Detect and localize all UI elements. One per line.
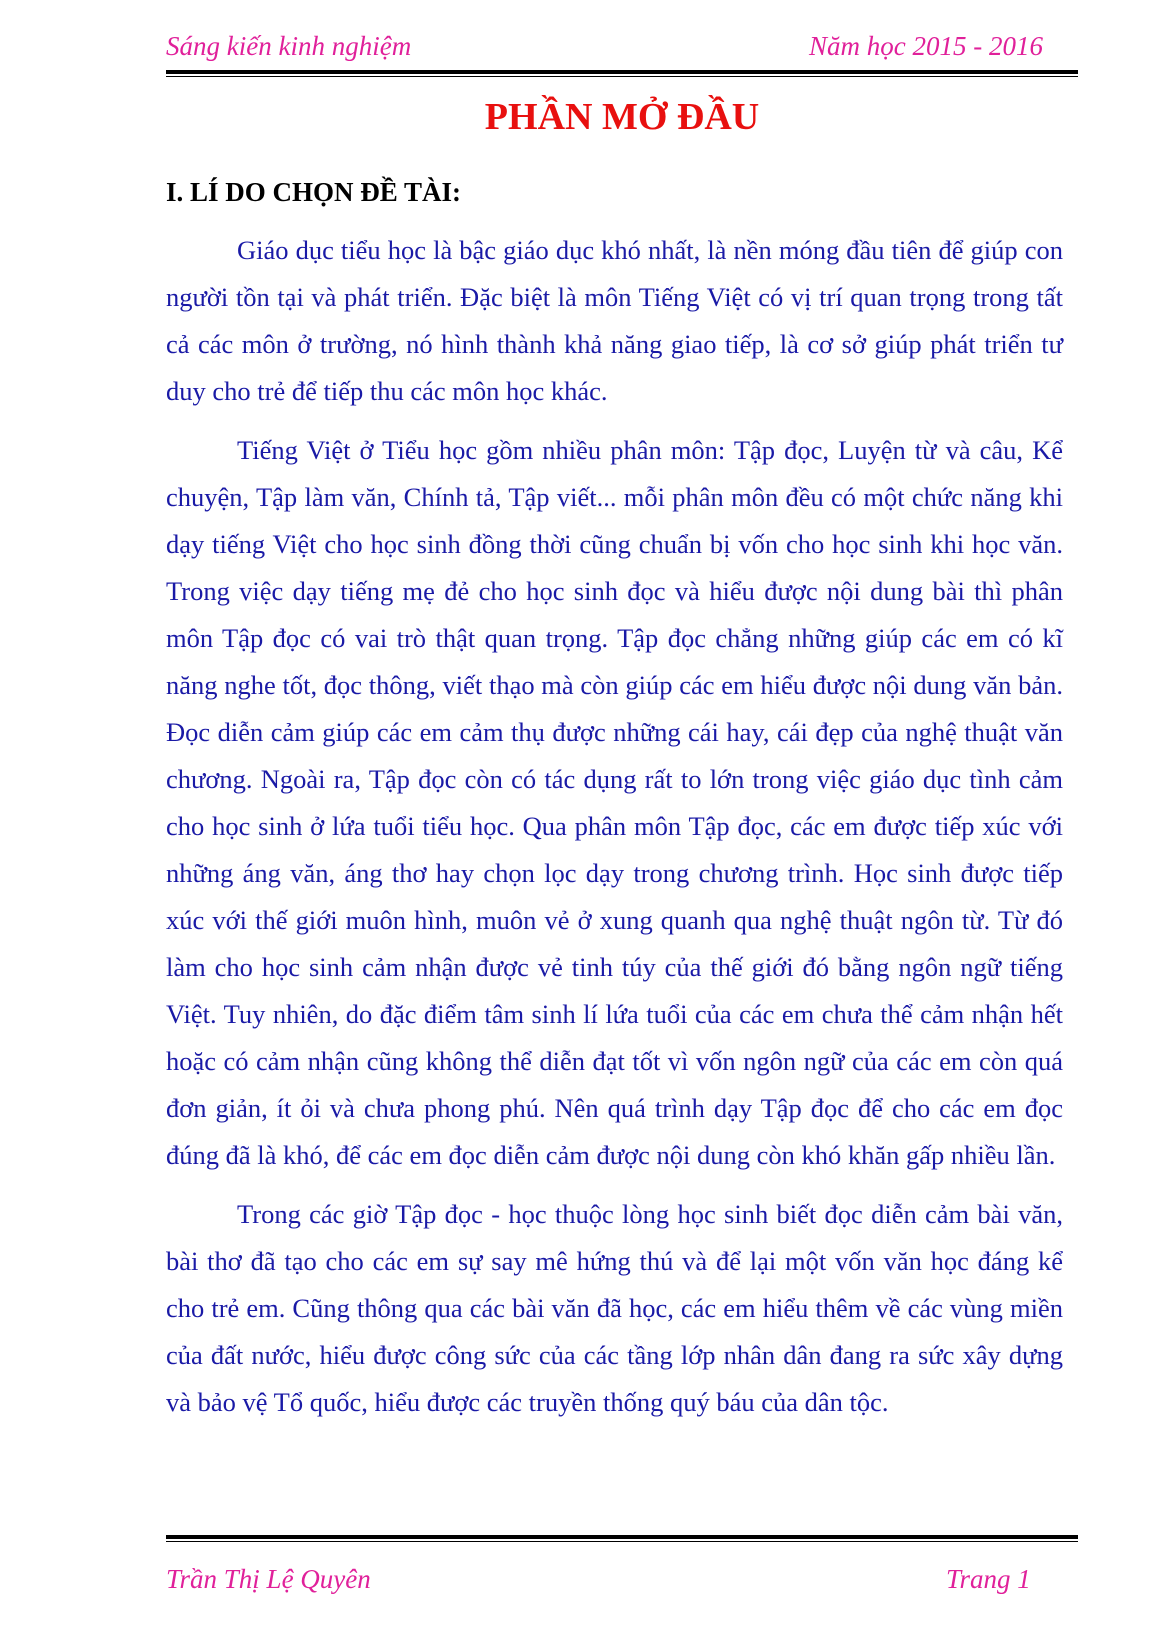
paragraph-2: Tiếng Việt ở Tiểu học gồm nhiều phân môn: Tập đọc, Luyện từ và câu, Kể chuyện, Tập làm văn, Chính tả, Tập viết... mỗi phân môn đều có một chức năng khi dạy tiếng Việt cho học sinh đồng thời cũng chuẩn bị vốn cho học sinh khi học văn. Trong việc dạy tiếng mẹ đẻ cho học sinh đọc và hiểu được nội dung bài thì phân môn Tập đọc có vai trò thật quan trọng. Tập đọc chẳng những giúp các em có kĩ năng nghe tốt, đọc thông, viết thạo mà còn giúp các em hiểu được nội dung văn bản. Đọc diễn cảm giúp các em cảm thụ được những cái hay, cái đẹp của nghệ thuật văn chương. Ngoài ra, Tập đọc còn có tác dụng rất to lớn trong việc giáo dục tình cảm cho học sinh ở lứa tuổi tiểu học. Qua phân môn Tập đọc, các em được tiếp xúc với những áng văn, áng thơ hay chọn lọc dạy trong chương trình. Học sinh được tiếp xúc với thế giới muôn hình, muôn vẻ ở xung quanh qua nghệ thuật ngôn từ. Từ đó làm cho học sinh cảm nhận được vẻ tinh túy của thế giới đó bằng ngôn ngữ tiếng Việt. Tuy nhiên, do đặc điểm tâm sinh lí lứa tuổi của các em chưa thể cảm nhận hết hoặc có cảm nhận cũng không thể diễn đạt tốt vì vốn ngôn ngữ của các em còn quá đơn giản, ít ỏi và chưa phong phú. Nên quá trình dạy Tập đọc để cho các em đọc đúng đã là khó, để các em đọc diễn cảm được nội dung còn khó khăn gấp nhiều lần. xyxy=(166,435,1063,1170)
footer-divider xyxy=(166,1535,1078,1542)
header-school-year: Năm học 2015 - 2016 xyxy=(809,31,1043,61)
header-document-type: Sáng kiến kinh nghiệm xyxy=(166,31,412,61)
page-title: PHẦN MỞ ĐẦU xyxy=(484,96,760,138)
header-divider xyxy=(166,70,1078,77)
paragraph-1: Giáo dục tiểu học là bậc giáo dục khó nhất, là nền móng đầu tiên để giúp con người tồn tại và phát triển. Đặc biệt là môn Tiếng Việt có vị trí quan trọng trong tất cả các môn ở trường, nó hình thành khả năng giao tiếp, là cơ sở giúp phát triển tư duy cho trẻ để tiếp thu các môn học khác. xyxy=(166,235,1063,406)
page-header xyxy=(166,28,1078,64)
footer-author: Trần Thị Lệ Quyên xyxy=(166,1564,371,1594)
paragraph-3: Trong các giờ Tập đọc - học thuộc lòng học sinh biết đọc diễn cảm bài văn, bài thơ đã tạo cho các em sự say mê hứng thú và để lại một vốn văn học đáng kể cho trẻ em. Cũng thông qua các bài văn đã học, các em hiểu thêm về các vùng miền của đất nước, hiểu được công sức của các tầng lớp nhân dân đang ra sức xây dựng và bảo vệ Tổ quốc, hiểu được các truyền thống quý báu của dân tộc. xyxy=(166,1199,1063,1417)
body-text xyxy=(166,227,1063,1438)
footer-page-number: Trang 1 xyxy=(946,1564,1031,1594)
section-heading: I. LÍ DO CHỌN ĐỀ TÀI: xyxy=(166,177,462,207)
page-footer xyxy=(166,1561,1078,1597)
